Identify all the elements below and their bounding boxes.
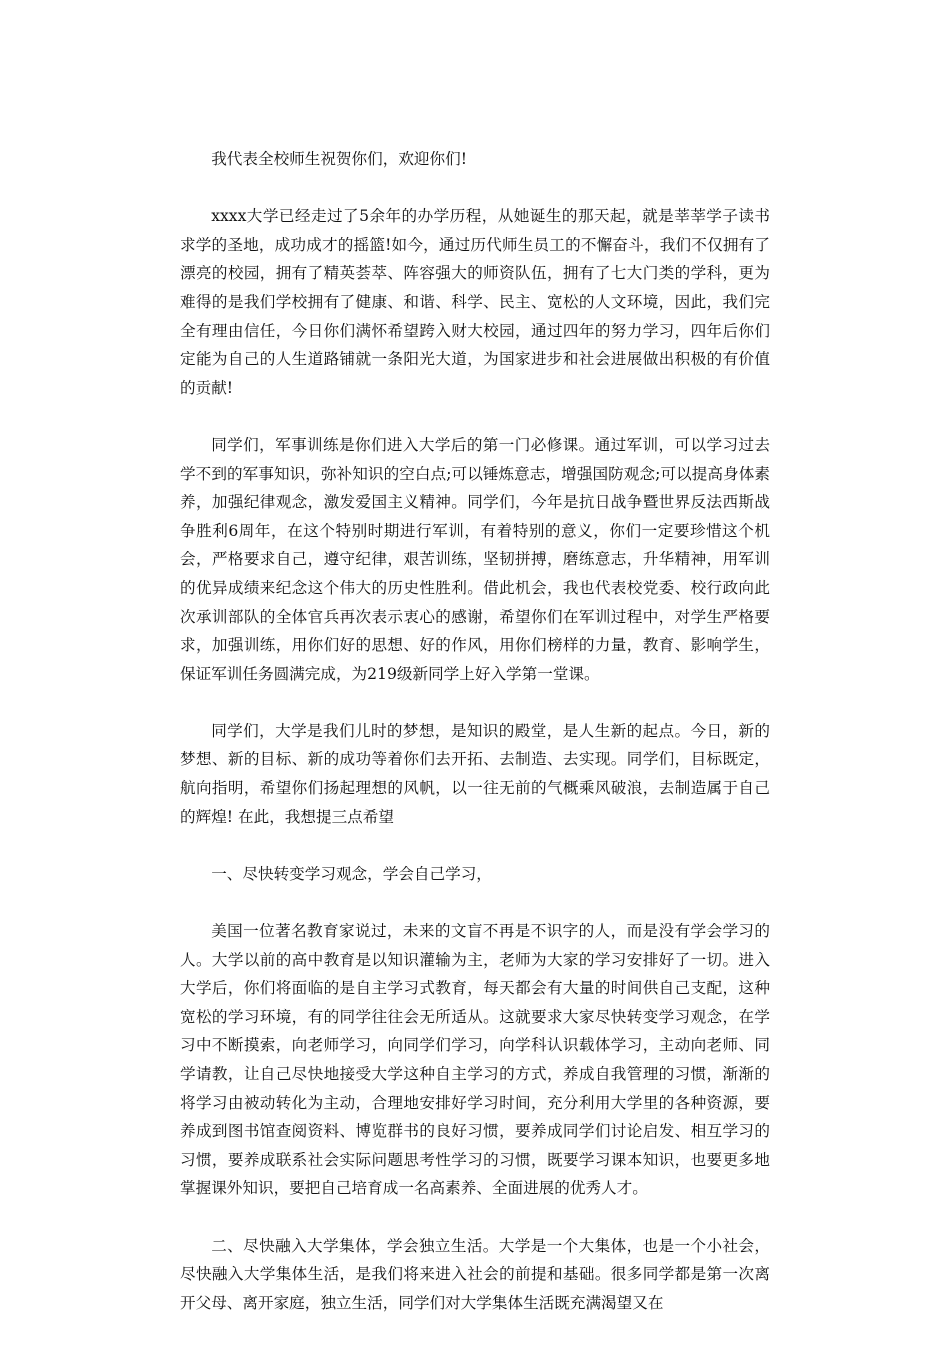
paragraph-hope-one-body: 美国一位著名教育家说过，未来的文盲不再是不识字的人，而是没有学会学习的人。大学以前的高中教育是以知识灌输为主，老师为大家的学习安排好了一切。进入大学后，你们将面临的是自主学习式教育，每天都会有大量的时间供自己支配，这种宽松的学习环境，有的同学往往会无所适从。这就要求大家尽快转变学习观念，在学习中不断摸索，向老师学习，向同学们学习，向学科认识载体学习，主动向老师、同学请教，让自己尽快地接受大学这种自主学习的方式，养成自我管理的习惯，渐渐的将学习由被动转化为主动，合理地安排好学习时间，充分利用大学里的各种资源，要养成到图书馆查阅资料、博览群书的良好习惯，要养成同学们讨论启发、相互学习的习惯，要养成联系社会实际问题思考性学习的习惯，既要学习课本知识，也要更多地掌握课外知识，要把自己培育成一名高素养、全面进展的优秀人才。	[180, 922, 770, 1198]
paragraph-hope-one-heading: 一、尽快转变学习观念，学会自己学习，	[211, 864, 492, 883]
document-body	[180, 145, 770, 1346]
paragraph-greeting: 我代表全校师生祝贺你们，欢迎你们!	[211, 150, 467, 168]
paragraph-hope-two: 二、尽快融入大学集体，学会独立生活。大学是一个大集体，也是一个小社会，尽快融入大学集体生活，是我们将来进入社会的前提和基础。很多同学都是第一次离开父母、离开家庭，独立生活，同学们对大学集体生活既充满渴望又在	[180, 1236, 770, 1312]
paragraph-university-dream: 同学们，大学是我们儿时的梦想，是知识的殿堂，是人生新的起点。今日，新的梦想、新的目标、新的成功等着你们去开拓、去制造、去实现。同学们，目标既定，航向指明，希望你们扬起理想的风帆，以一往无前的气概乘风破浪，去制造属于自己的辉煌! 在此，我想提三点希望	[180, 721, 770, 826]
paragraph-military-training: 同学们，军事训练是你们进入大学后的第一门必修课。通过军训，可以学习过去学不到的军事知识，弥补知识的空白点;可以锤炼意志，增强国防观念;可以提高身体素养，加强纪律观念，激发爱国主义精神。同学们，今年是抗日战争暨世界反法西斯战争胜利6周年，在这个特别时期进行军训，有着特别的意义，你们一定要珍惜这个机会，严格要求自己，遵守纪律，艰苦训练，坚韧拼搏，磨练意志，升华精神，用军训的优异成绩来纪念这个伟大的历史性胜利。借此机会，我也代表校党委、校行政向此次承训部队的全体官兵再次表示衷心的感谢，希望你们在军训过程中，对学生严格要求，加强训练，用你们好的思想、好的作风，用你们榜样的力量，教育、影响学生，保证军训任务圆满完成，为219级新同学上好入学第一堂课。	[180, 435, 770, 683]
paragraph-university-history: xxxx大学已经走过了5余年的办学历程，从她诞生的那天起，就是莘莘学子读书求学的圣地，成功成才的摇篮!如今，通过历代师生员工的不懈奋斗，我们不仅拥有了漂亮的校园，拥有了精英荟萃、阵容强大的师资队伍，拥有了七大门类的学科，更为难得的是我们学校拥有了健康、和谐、科学、民主、宽松的人文环境，因此，我们完全有理由信任，今日你们满怀希望跨入财大校园，通过四年的努力学习，四年后你们定能为自己的人生道路铺就一条阳光大道，为国家进步和社会进展做出积极的有价值的贡献!	[180, 207, 770, 397]
